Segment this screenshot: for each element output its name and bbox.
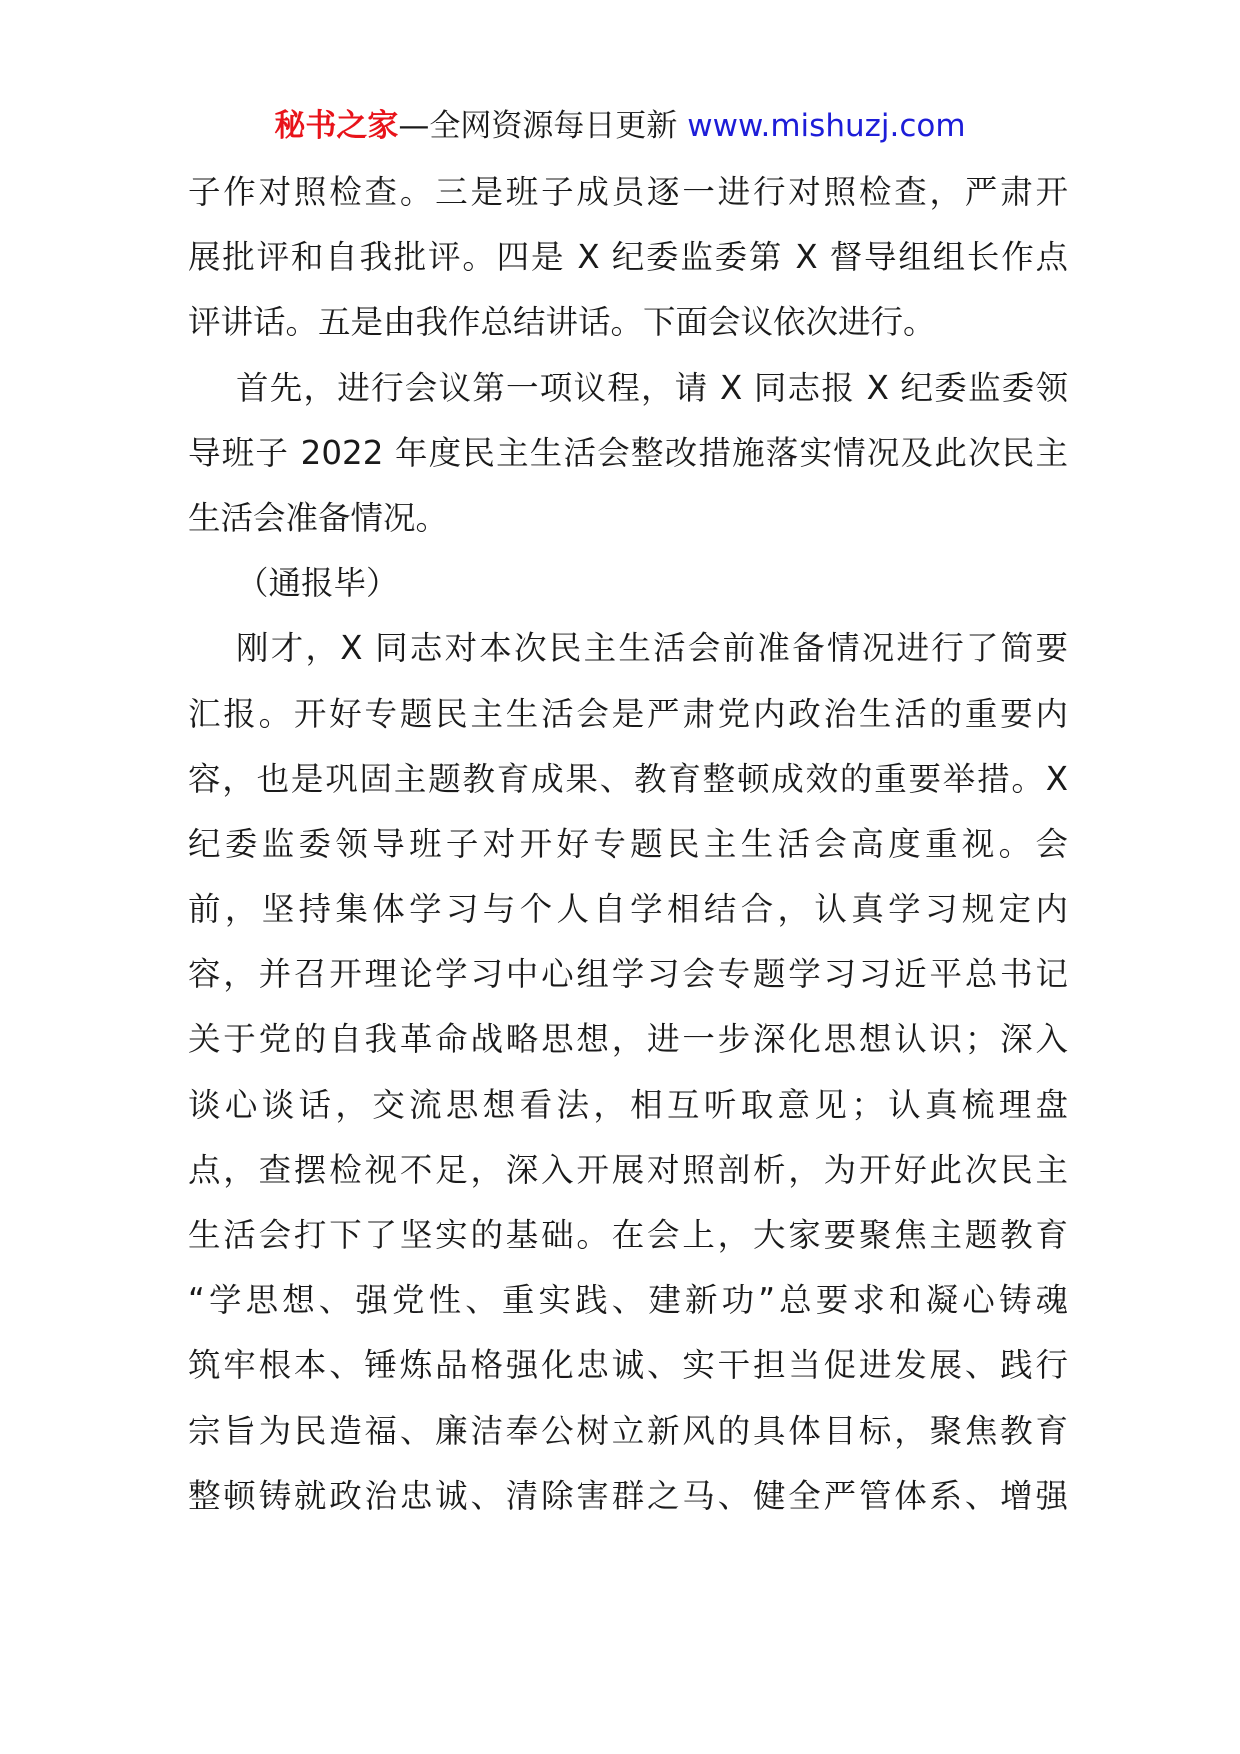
text-line: 点，查摆检视不足，深入开展对照剖析，为开好此次民主 (188, 1150, 1068, 1189)
text-line: 导班子 2022 年度民主生活会整改措施落实情况及此次民主 (188, 433, 1068, 472)
text-line: 纪委监委领导班子对开好专题民主生活会高度重视。会 (188, 824, 1068, 863)
text-line: 首先，进行会议第一项议程，请 X 同志报 X 纪委监委领 (236, 368, 1068, 407)
text-line: （通报毕） (236, 564, 399, 603)
text-line: 前，坚持集体学习与个人自学相结合，认真学习规定内 (188, 890, 1068, 929)
site-tagline: —全网资源每日更新 (398, 108, 688, 144)
text-line: 子作对照检查。三是班子成员逐一进行对照检查，严肃开 (188, 173, 1068, 211)
text-line: 刚才，X 同志对本次民主生活会前准备情况进行了简要 (236, 629, 1068, 668)
text-line: 评讲话。五是由我作总结讲话。下面会议依次进行。 (188, 303, 936, 342)
text-line: “学思想、强党性、重实践、建新功”总要求和凝心铸魂 (188, 1281, 1068, 1320)
text-line: 容，并召开理论学习中心组学习会专题学习习近平总书记 (188, 955, 1068, 994)
site-header (0, 104, 1240, 148)
text-line: 宗旨为民造福、廉洁奉公树立新风的具体目标，聚焦教育 (188, 1411, 1068, 1450)
text-line: 展批评和自我批评。四是 X 纪委监委第 X 督导组组长作点 (188, 238, 1068, 277)
site-brand: 秘书之家 (274, 108, 399, 144)
text-line: 生活会准备情况。 (188, 498, 449, 537)
text-line: 生活会打下了坚实的基础。在会上，大家要聚焦主题教育 (188, 1216, 1068, 1254)
text-line: 筑牢根本、锤炼品格强化忠诚、实干担当促进发展、践行 (188, 1346, 1068, 1385)
site-url-link[interactable]: www.mishuzj.com (687, 108, 966, 144)
text-line: 谈心谈话，交流思想看法，相互听取意见；认真梳理盘 (188, 1085, 1068, 1124)
text-line: 容，也是巩固主题教育成果、教育整顿成效的重要举措。X (188, 759, 1068, 798)
document-body (188, 160, 1068, 1529)
text-line: 整顿铸就政治忠诚、清除害群之马、健全严管体系、增强 (188, 1476, 1068, 1515)
text-line: 关于党的自我革命战略思想，进一步深化思想认识；深入 (188, 1020, 1068, 1059)
text-line: 汇报。开好专题民主生活会是严肃党内政治生活的重要内 (188, 694, 1068, 733)
